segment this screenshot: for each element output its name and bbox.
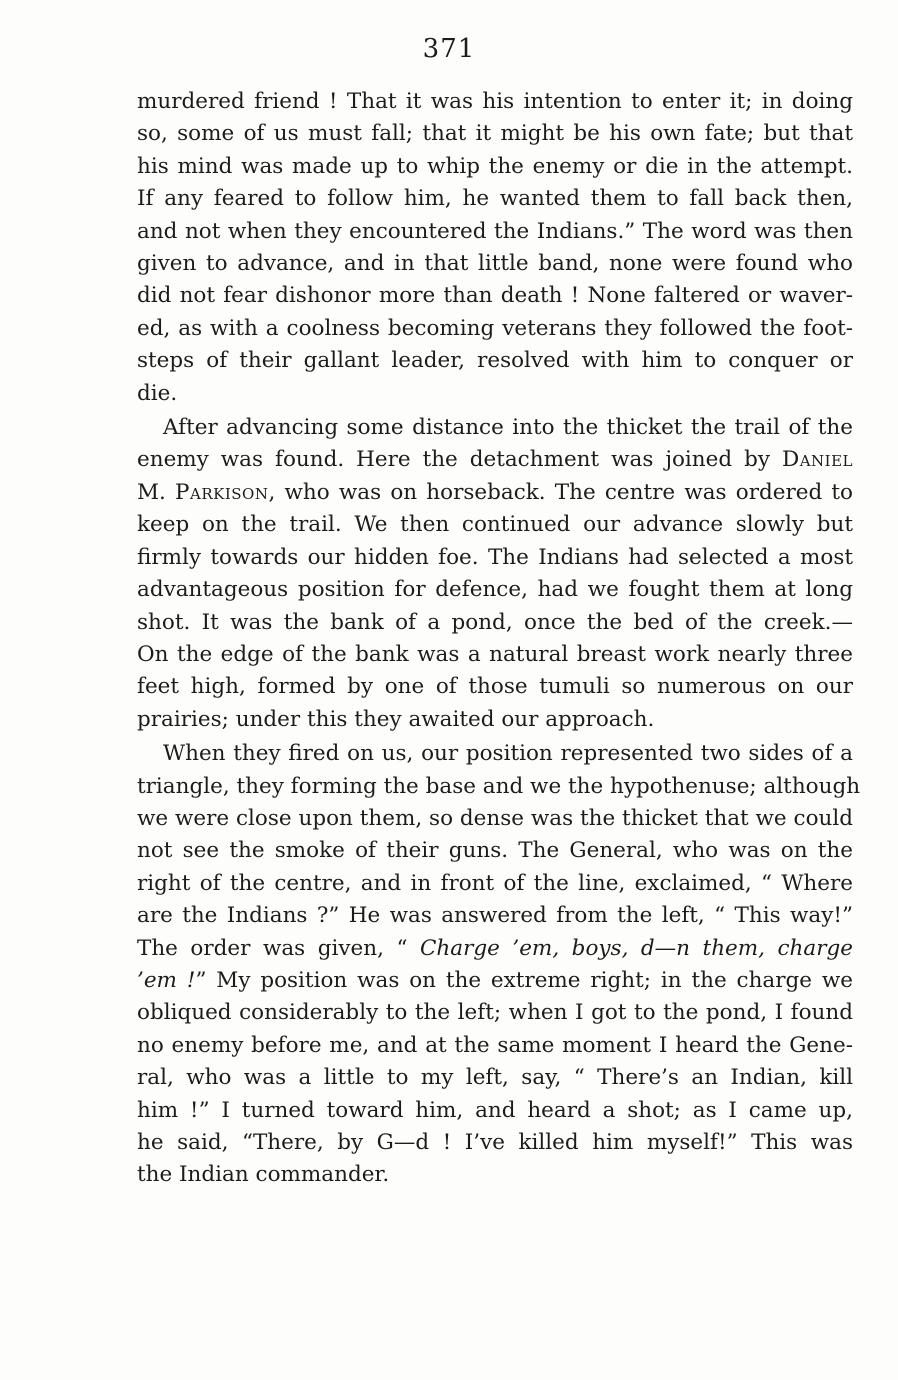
paragraph-3 (137, 738, 861, 1192)
text-line: If any feared to follow him, he wanted them to fall back then, (137, 186, 853, 212)
text-line (137, 933, 853, 965)
text-line: did not fear dishonor more than death ! None faltered or waver- (137, 283, 853, 309)
text-line: him !” I turned toward him, and heard a shot; as I came up, (137, 1097, 853, 1123)
text-fragment: enemy was found. Here the detachment was joined by (137, 447, 782, 473)
text-line: On the edge of the bank was a natural breast work nearly three (137, 641, 853, 667)
text-line: not see the smoke of their guns. The General, who was on the (137, 838, 853, 864)
body-text (137, 86, 861, 1192)
text-line: triangle, they forming the base and we the hypothenuse; although (137, 773, 861, 799)
text-line: When they fired on us, our position represented two sides of a (163, 741, 853, 767)
text-line: After advancing some distance into the thicket the trail of the (163, 415, 853, 441)
text-line: shot. It was the bank of a pond, once the bed of the creek.— (137, 609, 853, 635)
text-line: he said, “There, by G—d ! I’ve killed him myself!” This was (137, 1130, 853, 1155)
quoted-command: Charge ’em, boys, d—n them, charge (419, 935, 853, 961)
text-line: ed, as with a coolness becoming veterans they followed the foot- (137, 315, 853, 341)
text-line (137, 965, 853, 997)
person-name: Parkison (175, 479, 269, 505)
person-name: Daniel (781, 447, 853, 473)
text-line: feet high, formed by one of those tumuli so numerous on our (137, 674, 853, 700)
text-line: so, some of us must fall; that it might be his own fate; but that (137, 121, 853, 147)
text-line: firmly towards our hidden foe. The Indians had selected a most (137, 544, 853, 570)
text-line: murdered friend ! That it was his intention to enter it; in doing (137, 89, 853, 114)
text-fragment: M. (137, 479, 176, 505)
text-line: no enemy before me, and at the same moment I heard the Gene- (137, 1032, 853, 1058)
text-line (137, 477, 853, 509)
text-line: obliqued considerably to the left; when I got to the pond, I found (137, 1000, 853, 1026)
quoted-command: ’em ! (137, 967, 196, 993)
text-fragment: , who was on horseback. The centre was ordered to (268, 479, 854, 505)
text-line: his mind was made up to whip the enemy or die in the attempt. (137, 153, 853, 179)
text-line: die. (137, 380, 178, 406)
text-line: and not when they encountered the Indians.” The word was then (137, 218, 853, 244)
text-line: right of the centre, and in front of the line, exclaimed, “ Where (137, 870, 853, 896)
text-fragment: The order was given, “ (137, 935, 420, 961)
page-number: 371 (422, 34, 476, 64)
text-line: advantageous position for defence, had we fought them at long (137, 577, 853, 603)
text-line: the Indian commander. (137, 1162, 390, 1188)
paragraph-1 (137, 86, 853, 410)
text-line: steps of their gallant leader, resolved with him to conquer or (137, 348, 853, 374)
text-fragment: ” My position was on the extreme right; in the charge we (195, 967, 853, 993)
text-line: ral, who was a little to my left, say, “ There’s an Indian, kill (137, 1065, 853, 1091)
text-line: are the Indians ?” He was answered from the left, “ This way!” (137, 903, 853, 929)
text-line: prairies; under this they awaited our approach. (137, 706, 655, 732)
paragraph-2 (137, 412, 853, 736)
text-line (137, 444, 853, 476)
text-line: given to advance, and in that little band, none were found who (137, 251, 853, 277)
text-line: we were close upon them, so dense was the thicket that we could (137, 805, 853, 831)
text-line: keep on the trail. We then continued our advance slowly but (137, 512, 853, 538)
